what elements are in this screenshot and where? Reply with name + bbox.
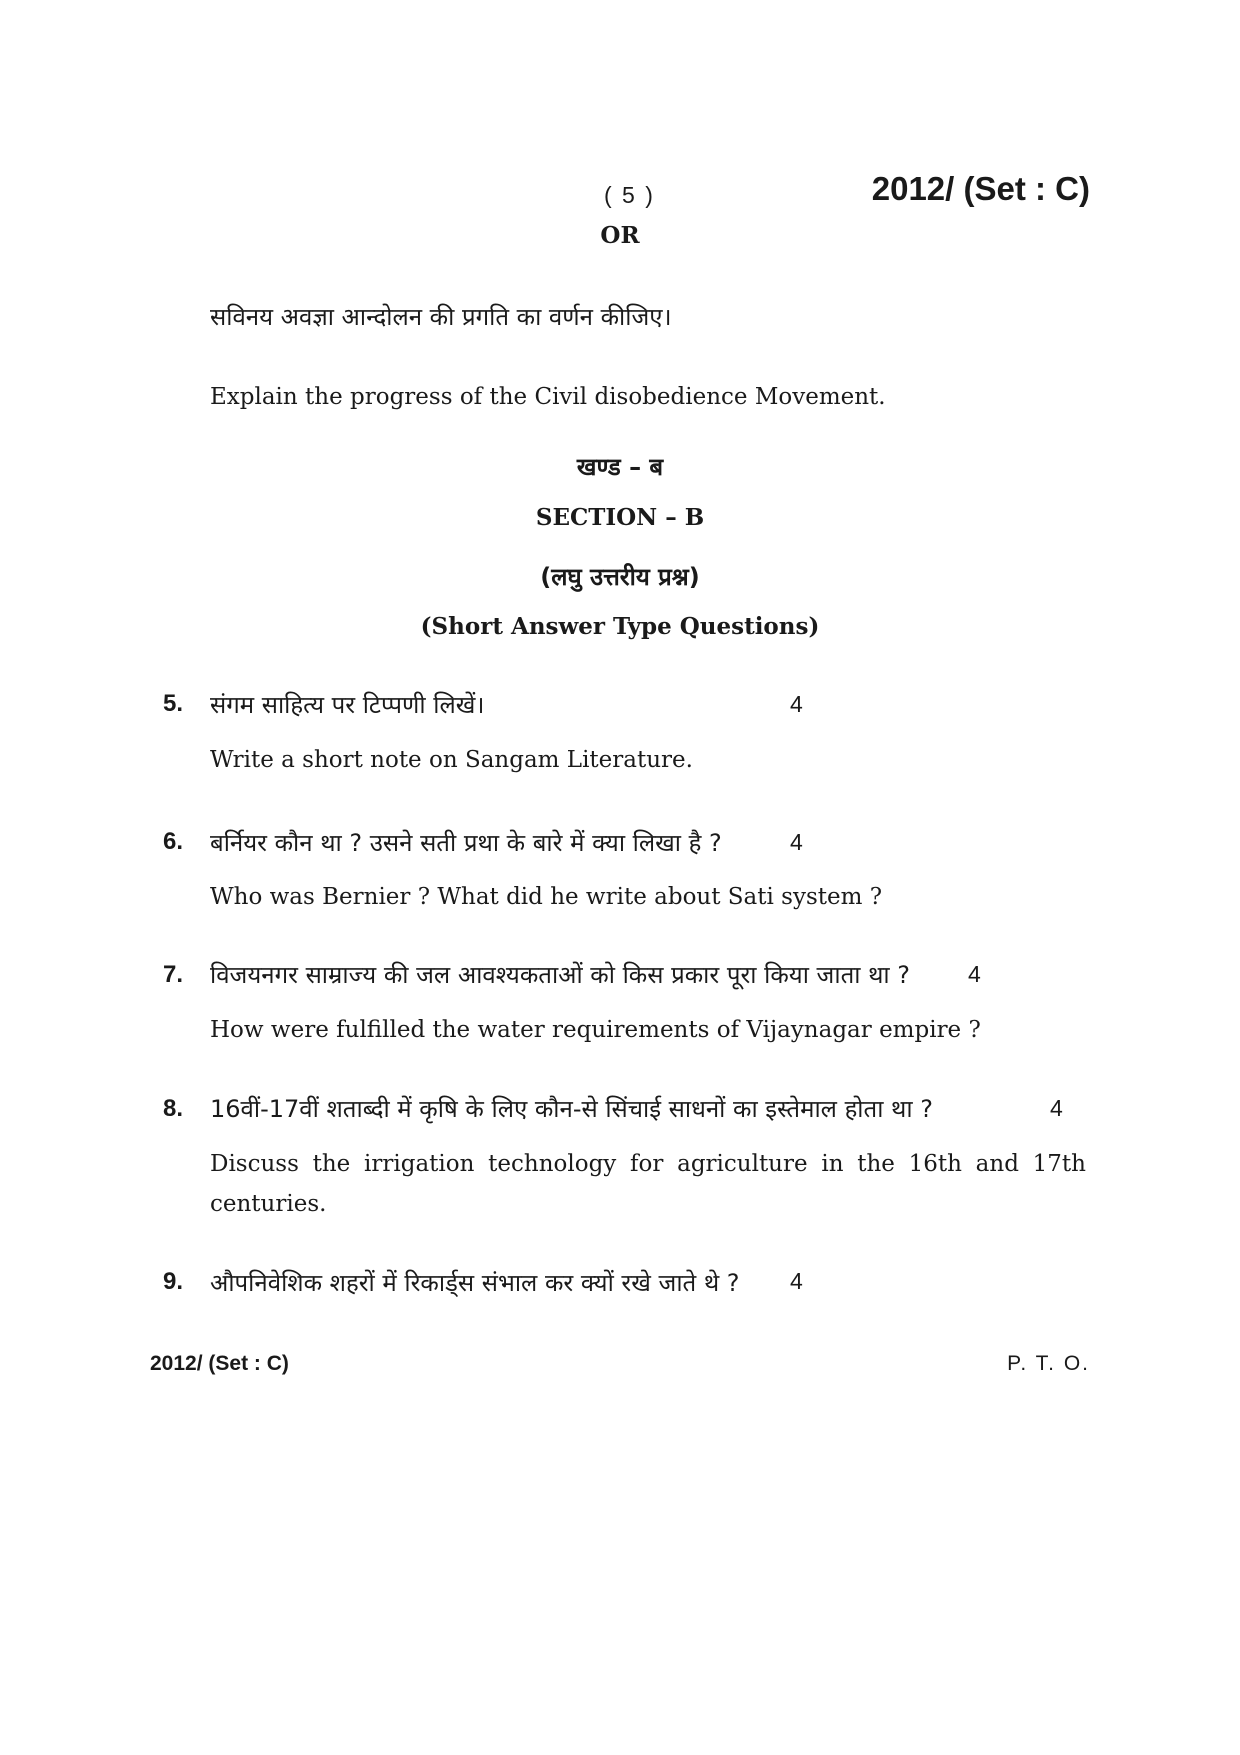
question-english: Write a short note on Sangam Literature. <box>210 747 693 773</box>
question-marks: 4 <box>790 1268 803 1294</box>
or-question-hindi: सविनय अवज्ञा आन्दोलन की प्रगति का वर्णन कीजिए। <box>210 303 672 331</box>
section-title-english: SECTION – B <box>535 504 705 531</box>
or-question-english: Explain the progress of the Civil disobedience Movement. <box>210 384 886 410</box>
section-subtitle-english: (Short Answer Type Questions) <box>420 613 820 640</box>
question-marks: 4 <box>1050 1095 1063 1121</box>
set-code-footer: 2012/ (Set : C) <box>150 1352 289 1375</box>
question-hindi: विजयनगर साम्राज्य की जल आवश्यकताओं को किस प्रकार पूरा किया जाता था ? <box>210 961 911 989</box>
section-subtitle-hindi: (लघु उत्तरीय प्रश्न) <box>540 563 700 591</box>
question-marks: 4 <box>790 691 803 717</box>
question-number: 9. <box>163 1268 184 1295</box>
question-hindi: औपनिवेशिक शहरों में रिकार्ड्स संभाल कर क्यों रखे जाते थे ? <box>210 1269 740 1297</box>
set-code-header: 2012/ (Set : C) <box>871 170 1090 207</box>
question-number: 6. <box>163 828 184 855</box>
or-label: OR <box>600 222 640 249</box>
question-english: Who was Bernier ? What did he write about Sati system ? <box>210 884 883 910</box>
pto-label: P. T. O. <box>1007 1352 1090 1375</box>
question-english-line-2: centuries. <box>210 1191 327 1217</box>
question-marks: 4 <box>968 961 981 987</box>
question-number: 7. <box>163 961 184 988</box>
question-marks: 4 <box>790 829 803 855</box>
question-hindi: 16वीं-17वीं शताब्दी में कृषि के लिए कौन-से सिंचाई साधनों का इस्तेमाल होता था ? <box>210 1095 933 1123</box>
question-hindi: संगम साहित्य पर टिप्पणी लिखें। <box>210 691 485 719</box>
question-english: How were fulfilled the water requirements of Vijaynagar empire ? <box>210 1017 981 1043</box>
page-number: ( 5 ) <box>604 182 655 208</box>
section-title-hindi: खण्ड – ब <box>576 453 664 481</box>
question-english-line-1: Discuss the irrigation technology for agriculture in the 16th and 17th <box>210 1151 1086 1177</box>
question-number: 5. <box>163 690 184 717</box>
question-hindi: बर्नियर कौन था ? उसने सती प्रथा के बारे में क्या लिखा है ? <box>210 829 722 857</box>
question-number: 8. <box>163 1095 184 1122</box>
